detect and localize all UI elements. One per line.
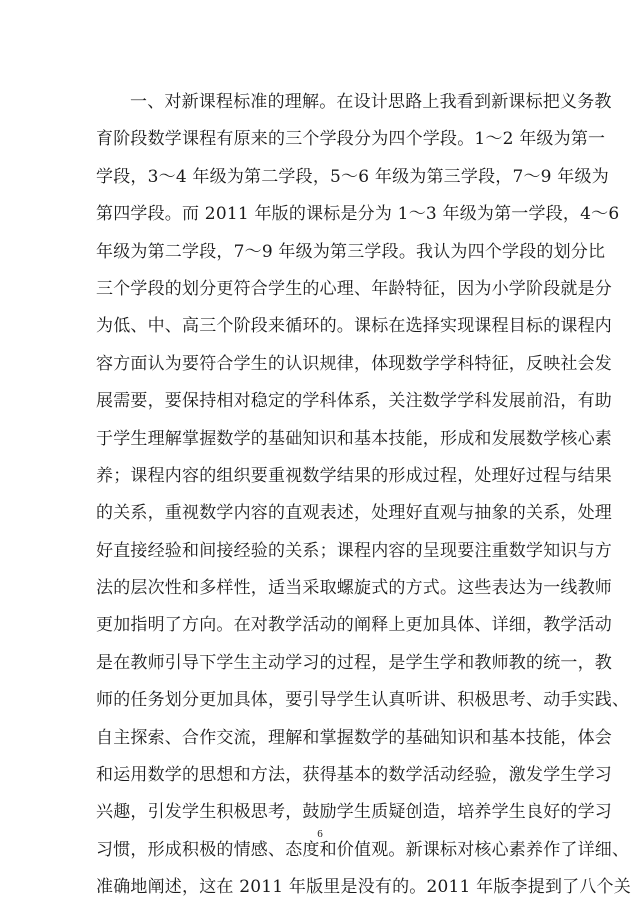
text-line: 好直接经验和间接经验的关系；课程内容的呈现要注重数学知识与方 bbox=[96, 540, 612, 561]
text-line: 容方面认为要符合学生的认识规律，体现数学学科特征，反映社会发 bbox=[96, 353, 612, 374]
text-line: 更加指明了方向。在对教学活动的阐释上更加具体、详细，教学活动 bbox=[96, 615, 612, 636]
text-line: 养；课程内容的组织要重视数学结果的形成过程，处理好过程与结果 bbox=[96, 465, 612, 486]
text-line: 学段，3～4 年级为第二学段，5～6 年级为第三学段，7～9 年级为 bbox=[96, 166, 609, 187]
body-paragraph bbox=[96, 84, 631, 907]
text-line: 兴趣，引发学生积极思考，鼓励学生质疑创造，培养学生良好的学习 bbox=[96, 802, 612, 823]
text-line: 自主探索、合作交流，理解和掌握数学的基础知识和基本技能，体会 bbox=[96, 727, 612, 748]
text-line: 的关系，重视数学内容的直观表述，处理好直观与抽象的关系，处理 bbox=[96, 503, 612, 524]
text-line: 习惯，形成积极的情感、态度和价值观。新课标对核心素养作了详细、 bbox=[96, 839, 630, 860]
text-line: 法的层次性和多样性，适当采取螺旋式的方式。这些表达为一线教师 bbox=[96, 578, 612, 599]
text-line: 第四学段。而 2011 年版的课标是分为 1～3 年级为第一学段，4～6 bbox=[96, 204, 620, 225]
text-line: 育阶段数学课程有原来的三个学段分为四个学段。1～2 年级为第一 bbox=[96, 129, 606, 150]
text-line: 准确地阐述，这在 2011 年版里是没有的。2011 年版李提到了八个关 bbox=[96, 877, 631, 898]
text-line: 年级为第二学段，7～9 年级为第三学段。我认为四个学段的划分比 bbox=[96, 241, 606, 262]
text-line: 为低、中、高三个阶段来循环的。课标在选择实现课程目标的课程内 bbox=[96, 316, 612, 337]
text-line: 是在教师引导下学生主动学习的过程，是学生学和教师教的统一，教 bbox=[96, 652, 612, 673]
page-number: 6 bbox=[317, 828, 323, 840]
text-line: 于学生理解掌握数学的基础知识和基本技能，形成和发展数学核心素 bbox=[96, 428, 612, 449]
text-line: 师的任务划分更加具体，要引导学生认真听讲、积极思考、动手实践、 bbox=[96, 690, 630, 711]
text-line: 一、对新课程标准的理解。在设计思路上我看到新课标把义务教 bbox=[130, 92, 612, 112]
text-line: 和运用数学的思想和方法，获得基本的数学活动经验，激发学生学习 bbox=[96, 765, 612, 786]
text-line: 展需要，要保持相对稳定的学科体系，关注数学学科发展前沿，有助 bbox=[96, 391, 612, 412]
text-line: 三个学段的划分更符合学生的心理、年龄特征，因为小学阶段就是分 bbox=[96, 278, 612, 299]
